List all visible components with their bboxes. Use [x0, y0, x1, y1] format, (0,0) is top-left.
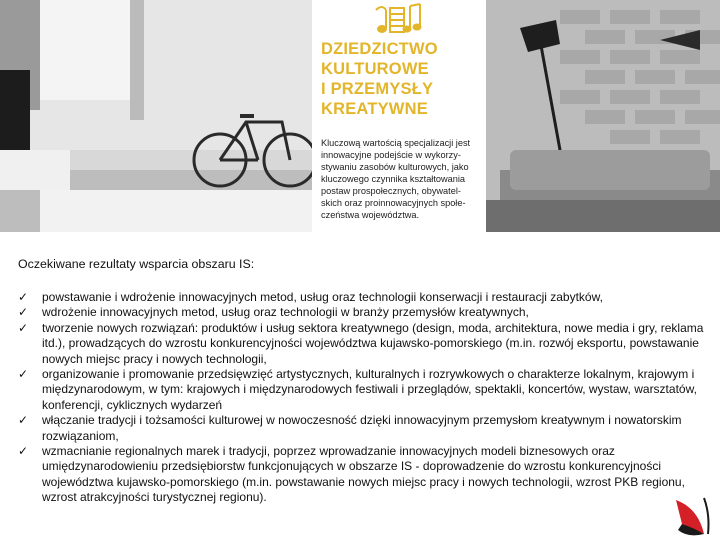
info-panel: [312, 0, 486, 232]
panel-text-line: skich oraz proinnowacyjnych społe-: [321, 198, 466, 208]
list-item-text: organizowanie i promowanie przedsięwzięć artystycznych, kulturalnych i rozrywkowych o charakterze lokalnym, krajowym i międzynarodowym, w tym: krajowych i międzynarodowych festiwali i przeglądów, spektakli, koncertów, wystaw, warsztatów, konferencji, cyklicznych wydarzeń: [42, 367, 697, 412]
panel-text-line: stywaniu zasobów kulturowych, jako: [321, 162, 469, 172]
list-item: [18, 290, 708, 305]
film-music-notes-icon: [372, 2, 428, 41]
results-list: [18, 290, 708, 506]
panel-text-line: czeństwa województwa.: [321, 210, 420, 220]
list-item: [18, 321, 708, 367]
checkmark-icon: ✓: [18, 320, 29, 335]
panel-title-line: DZIEDZICTWO: [321, 40, 438, 58]
checkmark-icon: ✓: [18, 305, 29, 320]
panel-text-line: innowacyjne podejście w wykorzy-: [321, 150, 461, 160]
panel-title-line: KULTUROWE: [321, 60, 429, 78]
list-item: [18, 413, 708, 444]
list-item-text: wdrożenie innowacyjnych metod, usług oraz technologii w branży przemysłów kreatywnych,: [42, 305, 529, 320]
checkmark-icon: ✓: [18, 444, 29, 459]
list-item-text: włączanie tradycji i tożsamości kulturowej w nowoczesność dzięki innowacyjnym przemysłom kreatywnym i nowatorskim rozwiązaniom,: [42, 413, 682, 443]
panel-text-line: postaw prospołecznych, obywatel-: [321, 186, 461, 196]
panel-text-line: kluczowego czynnika kształtowania: [321, 174, 466, 184]
list-item-text: tworzenie nowych rozwiązań: produktów i usług sektora kreatywnego (design, moda, architektura, nowe media i gry, reklama itd.), prowadzących do wzrostu konkurencyjności województwa kujawsko-pomorskiego (m.in. rozwój eksportu, powstawanie nowych miejsc pracy i nowych technologii,: [42, 320, 704, 366]
checkmark-icon: ✓: [18, 413, 29, 428]
panel-description: [321, 137, 481, 221]
panel-title-line: KREATYWNE: [321, 100, 428, 118]
regional-sail-logo-icon: [668, 494, 716, 543]
panel-title-line: I PRZEMYSŁY: [321, 80, 434, 98]
list-item: [18, 367, 708, 413]
main-content: [18, 256, 708, 506]
section-heading: Oczekiwane rezultaty wsparcia obszaru IS:: [18, 257, 255, 271]
list-item: [18, 305, 708, 320]
list-item-text: powstawanie i wdrożenie innowacyjnych metod, usług oraz technologii konserwacji i restauracji zabytków,: [42, 290, 603, 304]
list-item: [18, 444, 708, 506]
panel-title: [321, 39, 481, 119]
checkmark-icon: ✓: [18, 367, 29, 382]
checkmark-icon: ✓: [18, 290, 29, 304]
list-item-text: wzmacnianie regionalnych marek i tradycji, poprzez wprowadzanie innowacyjnych modeli biznesowych oraz umiędzynarodowieniu przedsiębiorstw funkcjonujących w obszarze IS - doprowadzenie do wzrostu konkurencyjności województwa kujawsko-pomorskiego (m.in. powstawanie nowych miejsc pracy i nowych technologii, wzrost PKB regionu, wzrost atrakcyjności turystycznej regionu).: [42, 444, 685, 505]
panel-text-line: Kluczową wartością specjalizacji jest: [321, 138, 471, 148]
